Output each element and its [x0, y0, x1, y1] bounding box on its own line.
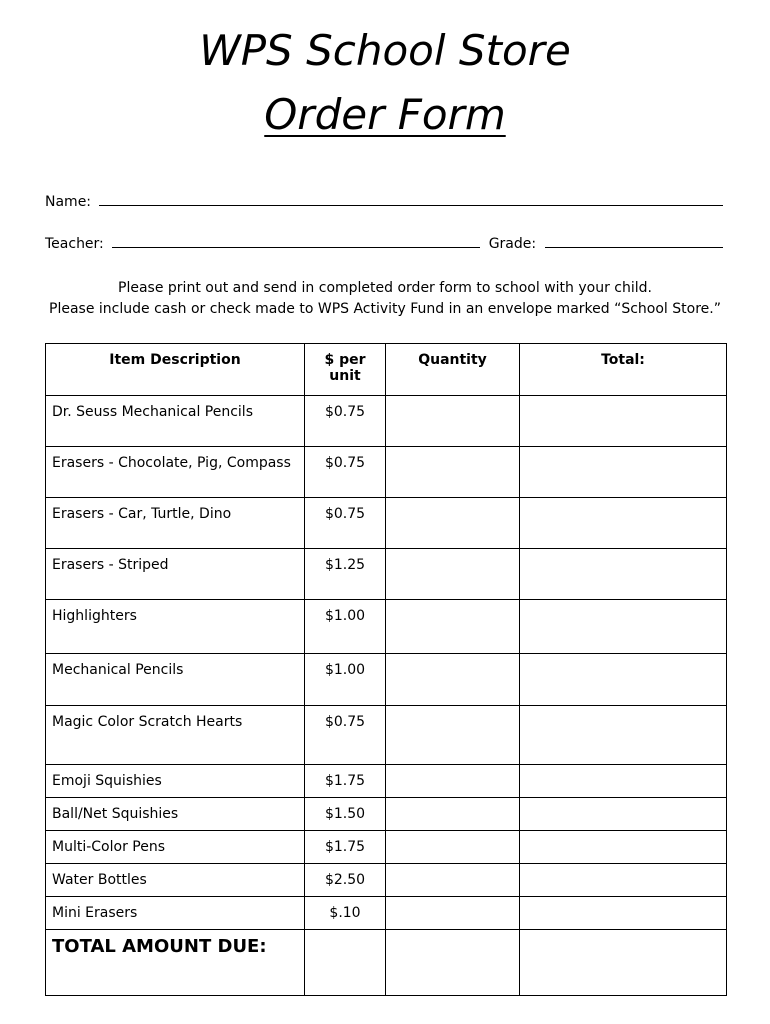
order-table: [45, 343, 727, 996]
total-cell[interactable]: [520, 396, 727, 447]
teacher-row: [45, 236, 723, 252]
instruction-line-1: Please print out and send in completed order form to school with your child.: [118, 280, 652, 296]
item-description: Emoji Squishies: [46, 765, 305, 798]
instruction-line-2: Please include cash or check made to WPS Activity Fund in an envelope marked “School Store.”: [49, 301, 721, 317]
header-total: Total:: [520, 344, 727, 396]
store-title: WPS School Store: [199, 26, 571, 75]
quantity-cell[interactable]: [386, 600, 520, 654]
header-item: Item Description: [46, 344, 305, 396]
total-cell[interactable]: [520, 498, 727, 549]
item-price: $1.75: [305, 831, 386, 864]
quantity-cell[interactable]: [386, 831, 520, 864]
item-description: Erasers - Car, Turtle, Dino: [46, 498, 305, 549]
name-label: Name:: [45, 194, 92, 210]
item-price: $1.25: [305, 549, 386, 600]
table-row: [46, 864, 727, 897]
item-price: $0.75: [305, 706, 386, 765]
item-description: Highlighters: [46, 600, 305, 654]
name-field[interactable]: [99, 195, 723, 206]
table-row: [46, 897, 727, 930]
quantity-cell[interactable]: [386, 396, 520, 447]
table-header-row: [46, 344, 727, 396]
total-cell[interactable]: [520, 798, 727, 831]
quantity-cell[interactable]: [386, 498, 520, 549]
quantity-cell[interactable]: [386, 549, 520, 600]
item-price: $1.75: [305, 765, 386, 798]
table-row: [46, 600, 727, 654]
table-row: [46, 706, 727, 765]
table-row: [46, 654, 727, 706]
header-price: $ per unit: [305, 344, 386, 396]
quantity-cell[interactable]: [386, 706, 520, 765]
quantity-cell[interactable]: [386, 897, 520, 930]
item-price: $0.75: [305, 396, 386, 447]
total-cell[interactable]: [520, 864, 727, 897]
quantity-cell[interactable]: [386, 654, 520, 706]
total-cell[interactable]: [520, 447, 727, 498]
teacher-field[interactable]: [112, 237, 480, 248]
table-row: [46, 498, 727, 549]
item-description: Water Bottles: [46, 864, 305, 897]
total-cell[interactable]: [520, 897, 727, 930]
total-cell[interactable]: [520, 831, 727, 864]
total-cell[interactable]: [520, 549, 727, 600]
table-row: [46, 549, 727, 600]
quantity-cell[interactable]: [386, 765, 520, 798]
table-row: [46, 798, 727, 831]
total-price-cell: [305, 930, 386, 996]
grade-field[interactable]: [545, 237, 723, 248]
total-amount-cell[interactable]: [520, 930, 727, 996]
total-amount-due-label: TOTAL AMOUNT DUE:: [46, 930, 305, 996]
item-description: Mechanical Pencils: [46, 654, 305, 706]
form-title: Order Form: [264, 90, 506, 139]
item-description: Erasers - Striped: [46, 549, 305, 600]
total-cell[interactable]: [520, 654, 727, 706]
item-price: $0.75: [305, 447, 386, 498]
total-quantity-cell[interactable]: [386, 930, 520, 996]
table-row: [46, 396, 727, 447]
item-price: $1.00: [305, 600, 386, 654]
item-price: $1.00: [305, 654, 386, 706]
name-row: [45, 194, 723, 210]
item-description: Magic Color Scratch Hearts: [46, 706, 305, 765]
total-cell[interactable]: [520, 706, 727, 765]
quantity-cell[interactable]: [386, 798, 520, 831]
table-row: [46, 831, 727, 864]
teacher-label: Teacher:: [45, 236, 104, 252]
item-price: $0.75: [305, 498, 386, 549]
header-quantity: Quantity: [386, 344, 520, 396]
item-description: Multi-Color Pens: [46, 831, 305, 864]
item-price: $1.50: [305, 798, 386, 831]
item-description: Dr. Seuss Mechanical Pencils: [46, 396, 305, 447]
item-price: $2.50: [305, 864, 386, 897]
item-description: Ball/Net Squishies: [46, 798, 305, 831]
item-description: Mini Erasers: [46, 897, 305, 930]
item-description: Erasers - Chocolate, Pig, Compass: [46, 447, 305, 498]
grade-label: Grade:: [488, 236, 537, 252]
quantity-cell[interactable]: [386, 447, 520, 498]
item-price: $.10: [305, 897, 386, 930]
table-row: [46, 765, 727, 798]
total-row: [46, 930, 727, 996]
total-cell[interactable]: [520, 600, 727, 654]
total-cell[interactable]: [520, 765, 727, 798]
quantity-cell[interactable]: [386, 864, 520, 897]
table-row: [46, 447, 727, 498]
